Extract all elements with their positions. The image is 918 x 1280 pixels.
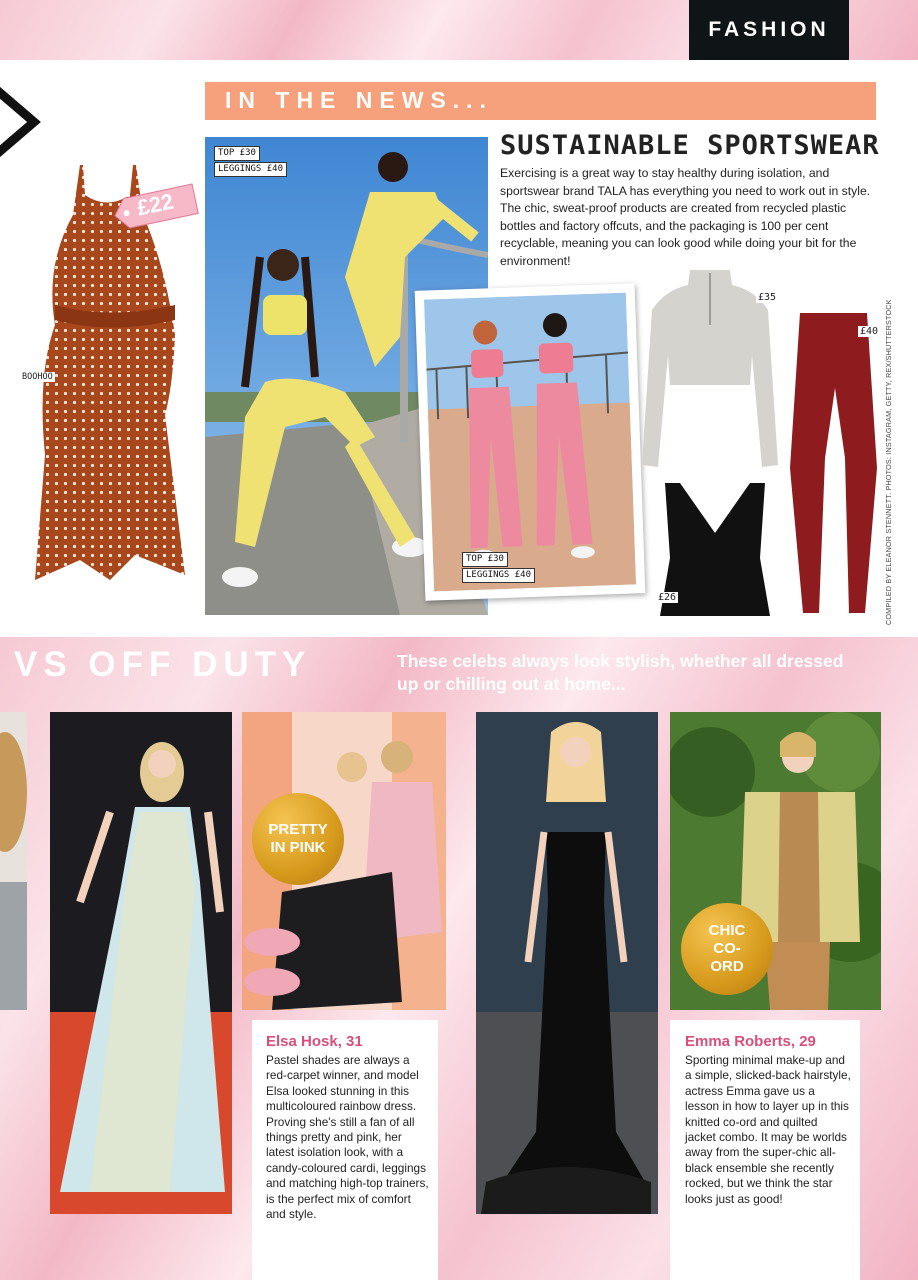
photo2-leggings-label: LEGGINGS £40 bbox=[462, 568, 535, 583]
chevron-right-icon bbox=[0, 82, 42, 162]
photo2-top-label: TOP £30 bbox=[462, 552, 508, 567]
leggings-price: £40 bbox=[860, 326, 879, 337]
section-tag: FASHION bbox=[689, 0, 849, 60]
dress-brand-label: BOOHOO bbox=[22, 372, 53, 382]
offduty-subtitle: These celebs always look stylish, whether all dressed up or chilling out at home... bbox=[397, 651, 844, 694]
article-body: Exercising is a great way to stay healthy during isolation, and sportswear brand TALA has everything you need to work out in style. The chic, sweat-proof products are created from recycled plastic bottles and factory offcuts, and the packaging is 100 per cent recyclable, meaning you can look good while doing your bit for the environment! bbox=[500, 166, 871, 268]
photo1-top-label: TOP £30 bbox=[214, 146, 260, 161]
emma-red-carpet-photo bbox=[476, 712, 658, 1214]
emma-caption: Sporting minimal make-up and a simple, slicked-back hairstyle, actress Emma gave us a lesson in how to layer up in this knitted co-ord and quilted jacket combo. It may be worlds away from the super-chic all-black ensemble she recently rocked, but we think the star looks just as good! bbox=[685, 1053, 851, 1206]
chic-co-ord-badge: CHIC CO-ORD bbox=[681, 903, 773, 995]
elsa-red-carpet-photo bbox=[50, 712, 232, 1214]
partial-celeb-photo bbox=[0, 712, 27, 1010]
top-price: £35 bbox=[758, 292, 777, 303]
in-the-news-label: IN THE NEWS... bbox=[225, 87, 493, 113]
bra-price: £26 bbox=[658, 592, 677, 603]
pretty-in-pink-badge: PRETTY IN PINK bbox=[252, 793, 344, 885]
elsa-name: Elsa Hosk, 31 bbox=[266, 1033, 363, 1050]
tala-pink-polaroid bbox=[415, 283, 646, 600]
dress-price: £22 bbox=[134, 188, 176, 221]
red-leggings-image bbox=[785, 308, 880, 618]
elsa-caption: Pastel shades are always a red-carpet winner, and model Elsa looked stunning in this multicoloured rainbow dress. Proving she's still a fan of all things pretty and pink, her latest isolation look, with a candy-coloured cardi, leggings and matching high-top trainers, is the perfect mix of comfort and style. bbox=[266, 1053, 429, 1222]
photo1-leggings-label: LEGGINGS £40 bbox=[214, 162, 287, 177]
article-headline: SUSTAINABLE SPORTSWEAR bbox=[500, 130, 880, 161]
photo-credit bbox=[884, 295, 898, 625]
offduty-title: VS OFF DUTY bbox=[14, 645, 312, 684]
emma-name: Emma Roberts, 29 bbox=[685, 1033, 816, 1050]
photo-credit-text: COMPILED BY ELEANOR STENNETT. PHOTOS: INSTAGRAM, GETTY, REX/SHUTTERSTOCK bbox=[884, 299, 893, 625]
